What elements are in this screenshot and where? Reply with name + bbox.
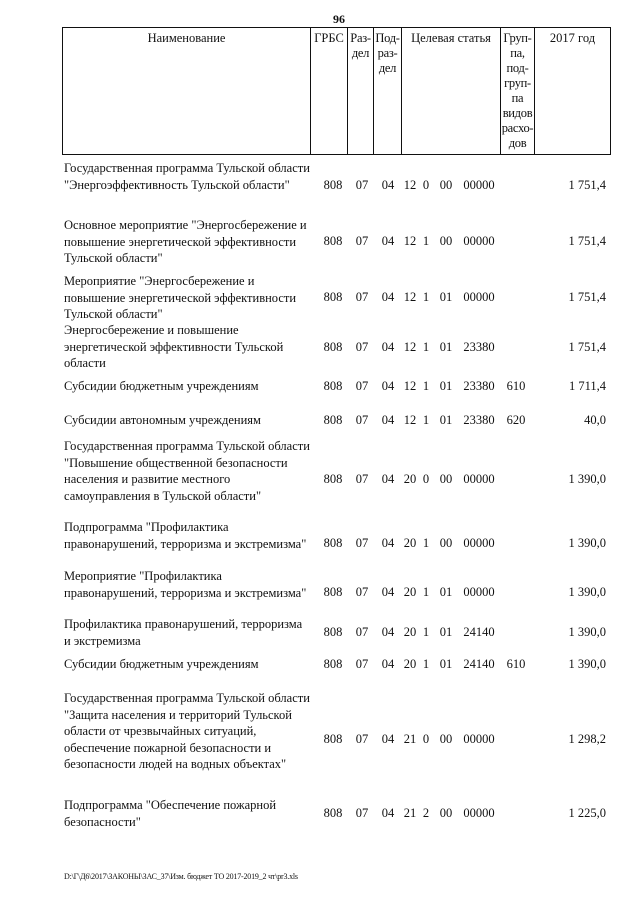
row-target-direction: 00000 (463, 732, 495, 746)
row-target-program: 12 (403, 379, 417, 393)
row-target-event: 00 (439, 536, 453, 550)
row-target-direction: 00000 (463, 472, 495, 486)
row-podrazdel: 04 (381, 413, 395, 427)
row-razdel: 07 (355, 290, 369, 304)
page-number: 96 (333, 12, 345, 26)
row-target-program: 20 (403, 625, 417, 639)
row-grbs: 808 (323, 657, 343, 671)
row-target-event: 00 (439, 178, 453, 192)
row-razdel: 07 (355, 472, 369, 486)
header-podrazdel: Под- раз- дел (375, 31, 400, 75)
row-target-subprogram: 0 (422, 732, 430, 746)
row-amount: 1 225,0 (568, 806, 606, 820)
row-name: Субсидии бюджетным учреждениям (64, 657, 259, 671)
header-razdel-cell (347, 27, 374, 155)
row-target-subprogram: 1 (422, 625, 430, 639)
row-target-subprogram: 2 (422, 806, 430, 820)
row-target-event: 00 (439, 806, 453, 820)
row-razdel: 07 (355, 234, 369, 248)
row-grbs: 808 (323, 625, 343, 639)
row-podrazdel: 04 (381, 806, 395, 820)
row-target-program: 12 (403, 340, 417, 354)
row-name: Государственная программа Тульской области "Энергоэффективность Тульской области" (64, 161, 310, 192)
row-razdel: 07 (355, 585, 369, 599)
row-podrazdel: 04 (381, 340, 395, 354)
row-target-program: 12 (403, 290, 417, 304)
row-grbs: 808 (323, 536, 343, 550)
row-name: Подпрограмма "Профилактика правонарушений, терроризма и экстремизма" (64, 520, 307, 551)
row-target-direction: 00000 (463, 234, 495, 248)
row-target-subprogram: 1 (422, 234, 430, 248)
row-target-event: 00 (439, 732, 453, 746)
row-amount: 1 298,2 (568, 732, 606, 746)
row-podrazdel: 04 (381, 585, 395, 599)
header-name: Наименование (147, 31, 226, 45)
row-podrazdel: 04 (381, 290, 395, 304)
row-target-event: 01 (439, 585, 453, 599)
row-target-program: 20 (403, 657, 417, 671)
row-podrazdel: 04 (381, 732, 395, 746)
row-grbs: 808 (323, 585, 343, 599)
row-expense-type: 610 (506, 657, 526, 671)
row-target-subprogram: 1 (422, 379, 430, 393)
row-target-direction: 23380 (463, 379, 495, 393)
row-podrazdel: 04 (381, 234, 395, 248)
header-target: Целевая статья (411, 31, 491, 45)
row-podrazdel: 04 (381, 178, 395, 192)
row-target-subprogram: 1 (422, 657, 430, 671)
row-razdel: 07 (355, 657, 369, 671)
header-target-cell (401, 27, 501, 155)
row-target-event: 01 (439, 657, 453, 671)
row-target-subprogram: 1 (422, 536, 430, 550)
row-target-subprogram: 0 (422, 472, 430, 486)
row-name: Государственная программа Тульской области "Защита населения и территорий Тульской области от чрезвычайных ситуаций, обеспечение пожарной безопасности и безопасности людей на водных объектах" (64, 691, 310, 771)
header-podrazdel-cell (373, 27, 402, 155)
row-podrazdel: 04 (381, 472, 395, 486)
row-target-subprogram: 1 (422, 585, 430, 599)
row-target-program: 21 (403, 806, 417, 820)
row-amount: 1 751,4 (568, 178, 606, 192)
row-razdel: 07 (355, 340, 369, 354)
row-target-direction: 00000 (463, 290, 495, 304)
row-name: Субсидии бюджетным учреждениям (64, 379, 259, 393)
header-year: 2017 год (549, 31, 596, 45)
row-grbs: 808 (323, 413, 343, 427)
row-target-direction: 24140 (463, 657, 495, 671)
row-grbs: 808 (323, 290, 343, 304)
row-target-event: 01 (439, 413, 453, 427)
row-target-subprogram: 1 (422, 290, 430, 304)
header-year-cell (534, 27, 611, 155)
row-target-direction: 23380 (463, 340, 495, 354)
row-target-event: 01 (439, 340, 453, 354)
row-amount: 40,0 (584, 413, 606, 427)
row-razdel: 07 (355, 413, 369, 427)
row-razdel: 07 (355, 625, 369, 639)
row-name: Государственная программа Тульской области "Повышение общественной безопасности населения и развитие местного самоуправления в Тульской области" (64, 439, 310, 503)
row-razdel: 07 (355, 806, 369, 820)
row-target-subprogram: 0 (422, 178, 430, 192)
row-target-program: 12 (403, 178, 417, 192)
row-name: Мероприятие "Профилактика правонарушений, терроризма и экстремизма" (64, 569, 307, 600)
row-podrazdel: 04 (381, 625, 395, 639)
row-target-program: 12 (403, 413, 417, 427)
row-target-program: 21 (403, 732, 417, 746)
row-target-subprogram: 1 (422, 340, 430, 354)
row-grbs: 808 (323, 732, 343, 746)
row-razdel: 07 (355, 732, 369, 746)
row-target-event: 00 (439, 472, 453, 486)
row-grbs: 808 (323, 178, 343, 192)
row-podrazdel: 04 (381, 536, 395, 550)
row-razdel: 07 (355, 379, 369, 393)
row-target-program: 20 (403, 472, 417, 486)
row-grbs: 808 (323, 472, 343, 486)
row-expense-type: 620 (506, 413, 526, 427)
row-grbs: 808 (323, 234, 343, 248)
row-target-direction: 00000 (463, 585, 495, 599)
row-podrazdel: 04 (381, 657, 395, 671)
header-grbs-cell (310, 27, 348, 155)
row-grbs: 808 (323, 806, 343, 820)
row-target-subprogram: 1 (422, 413, 430, 427)
row-target-direction: 00000 (463, 178, 495, 192)
row-amount: 1 751,4 (568, 290, 606, 304)
row-target-direction: 23380 (463, 413, 495, 427)
header-group: Груп- па, под- груп- па видов расхо- дов (501, 31, 534, 150)
row-name: Субсидии автономным учреждениям (64, 413, 261, 427)
row-razdel: 07 (355, 536, 369, 550)
row-grbs: 808 (323, 379, 343, 393)
row-target-program: 12 (403, 234, 417, 248)
row-target-direction: 00000 (463, 806, 495, 820)
row-target-event: 01 (439, 379, 453, 393)
row-target-event: 00 (439, 234, 453, 248)
row-amount: 1 711,4 (568, 379, 606, 393)
row-amount: 1 751,4 (568, 234, 606, 248)
row-razdel: 07 (355, 178, 369, 192)
row-target-program: 20 (403, 536, 417, 550)
row-name: Основное мероприятие "Энергосбережение и повышение энергетической эффективности Тульской области" (64, 218, 307, 265)
row-name: Энергосбережение и повышение энергетической эффективности Тульской области (64, 323, 284, 370)
row-name: Профилактика правонарушений, терроризма и экстремизма (64, 617, 303, 648)
header-group-cell (500, 27, 535, 155)
header-name-cell (62, 27, 311, 155)
row-amount: 1 390,0 (568, 585, 606, 599)
row-target-event: 01 (439, 625, 453, 639)
file-path-footer: D:\Г\Д6\2017\ЗАКОНЫ\ЗАС_37\Изм. бюджет ТО 2017-2019_2 чт\pr3.xls (64, 872, 298, 881)
row-name: Подпрограмма "Обеспечение пожарной безопасности" (64, 798, 277, 829)
row-expense-type: 610 (506, 379, 526, 393)
row-amount: 1 390,0 (568, 657, 606, 671)
row-target-event: 01 (439, 290, 453, 304)
row-amount: 1 390,0 (568, 536, 606, 550)
header-razdel: Раз- дел (350, 31, 371, 60)
row-amount: 1 751,4 (568, 340, 606, 354)
row-amount: 1 390,0 (568, 625, 606, 639)
row-name: Мероприятие "Энергосбережение и повышение энергетической эффективности Тульской области" (64, 274, 297, 321)
row-grbs: 808 (323, 340, 343, 354)
header-grbs: ГРБС (314, 31, 344, 45)
row-amount: 1 390,0 (568, 472, 606, 486)
row-target-direction: 24140 (463, 625, 495, 639)
row-podrazdel: 04 (381, 379, 395, 393)
row-target-program: 20 (403, 585, 417, 599)
row-target-direction: 00000 (463, 536, 495, 550)
